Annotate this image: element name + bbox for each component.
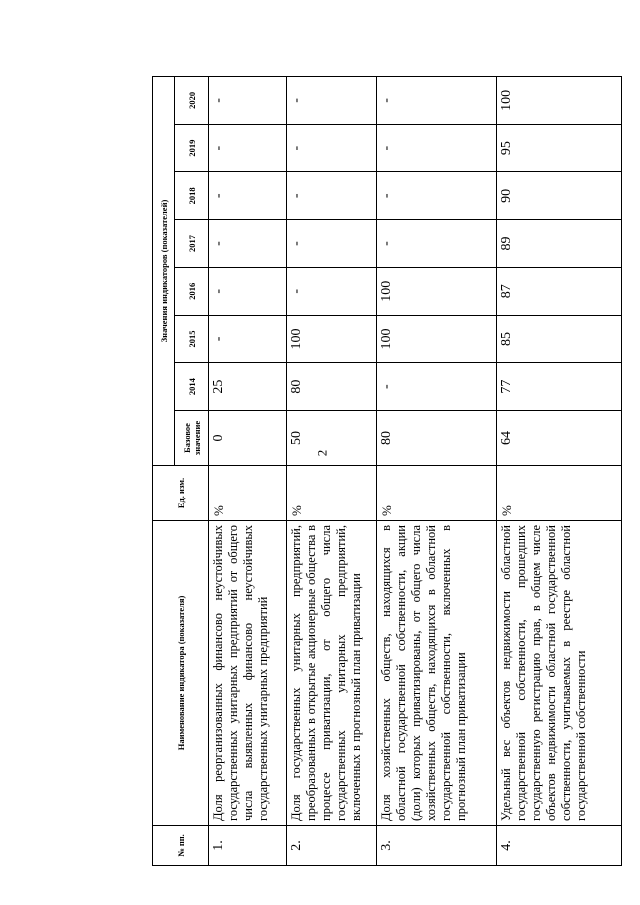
row-name: Доля государственных унитарных предприятий, преобразованных в открытые акционерные общества в процессе приватизации, от общего числа государственных унитарных предприятий, включенных в прогнозный план приватизации	[287, 521, 377, 826]
row-value: -	[287, 267, 377, 315]
indicators-table	[152, 76, 622, 866]
page-number-text: 2	[314, 449, 329, 456]
row-value: -	[209, 77, 287, 125]
row-value: 90	[497, 172, 622, 220]
row-value: -	[287, 124, 377, 172]
row-value: -	[377, 220, 497, 268]
rotated-table-frame	[152, 76, 622, 866]
table-row	[377, 77, 497, 866]
row-value: 100	[497, 77, 622, 125]
row-value: 80	[287, 363, 377, 411]
header-year: 2020	[175, 77, 209, 125]
row-value: -	[377, 363, 497, 411]
row-value: 89	[497, 220, 622, 268]
table-row	[209, 77, 287, 866]
row-value: 100	[287, 315, 377, 363]
row-unit: %	[209, 466, 287, 521]
header-num: № пп.	[153, 826, 209, 866]
row-name: Доля хозяйственных обществ, находящихся в областной государственной собственности, акции (доли) которых приватизированы, от общего числа хозяйственных обществ, находящихся в областной государственной собственности, включенных в прогнозный план приватизации	[377, 521, 497, 826]
row-name: Доля реорганизованных финансово неустойчивых государственных унитарных предприятий от общего числа выявленных финансово неустойчивых государственных унитарных предприятий	[209, 521, 287, 826]
table-row	[497, 77, 622, 866]
row-value: 95	[497, 124, 622, 172]
row-value: -	[209, 315, 287, 363]
table-row	[287, 77, 377, 866]
header-year: 2017	[175, 220, 209, 268]
row-value: -	[209, 220, 287, 268]
row-base: 80	[377, 411, 497, 466]
header-values-group: Значения индикаторов (показателей)	[153, 77, 175, 466]
row-value: -	[287, 172, 377, 220]
row-num: 3.	[377, 826, 497, 866]
header-year: 2016	[175, 267, 209, 315]
row-value: -	[209, 172, 287, 220]
row-value: -	[377, 124, 497, 172]
row-value: -	[209, 124, 287, 172]
row-base: 64	[497, 411, 622, 466]
row-num: 4.	[497, 826, 622, 866]
row-value: -	[377, 172, 497, 220]
row-unit: %	[377, 466, 497, 521]
row-value: 87	[497, 267, 622, 315]
row-unit: %	[287, 466, 377, 521]
row-base: 0	[209, 411, 287, 466]
row-unit: %	[497, 466, 622, 521]
row-value: -	[377, 77, 497, 125]
header-year: 2015	[175, 315, 209, 363]
row-value: 25	[209, 363, 287, 411]
row-name: Удельный вес объектов недвижимости областной государственной собственности, прошедших государственную регистрацию прав, в общем числе объектов недвижимости областной государственной собственности, учитываемых в реестре областной государственной собственности	[497, 521, 622, 826]
row-value: 77	[497, 363, 622, 411]
header-unit: Ед. изм.	[153, 466, 209, 521]
row-value: -	[209, 267, 287, 315]
row-base: 50	[287, 411, 377, 466]
header-year: 2018	[175, 172, 209, 220]
header-year: 2019	[175, 124, 209, 172]
row-value: 85	[497, 315, 622, 363]
row-value: -	[287, 77, 377, 125]
header-name: Наименование индикатора (показателя)	[153, 521, 209, 826]
header-base: Базовое значение	[175, 411, 209, 466]
row-value: 100	[377, 315, 497, 363]
row-num: 1.	[209, 826, 287, 866]
row-value: 100	[377, 267, 497, 315]
header-year: 2014	[175, 363, 209, 411]
row-value: -	[287, 220, 377, 268]
row-num: 2.	[287, 826, 377, 866]
